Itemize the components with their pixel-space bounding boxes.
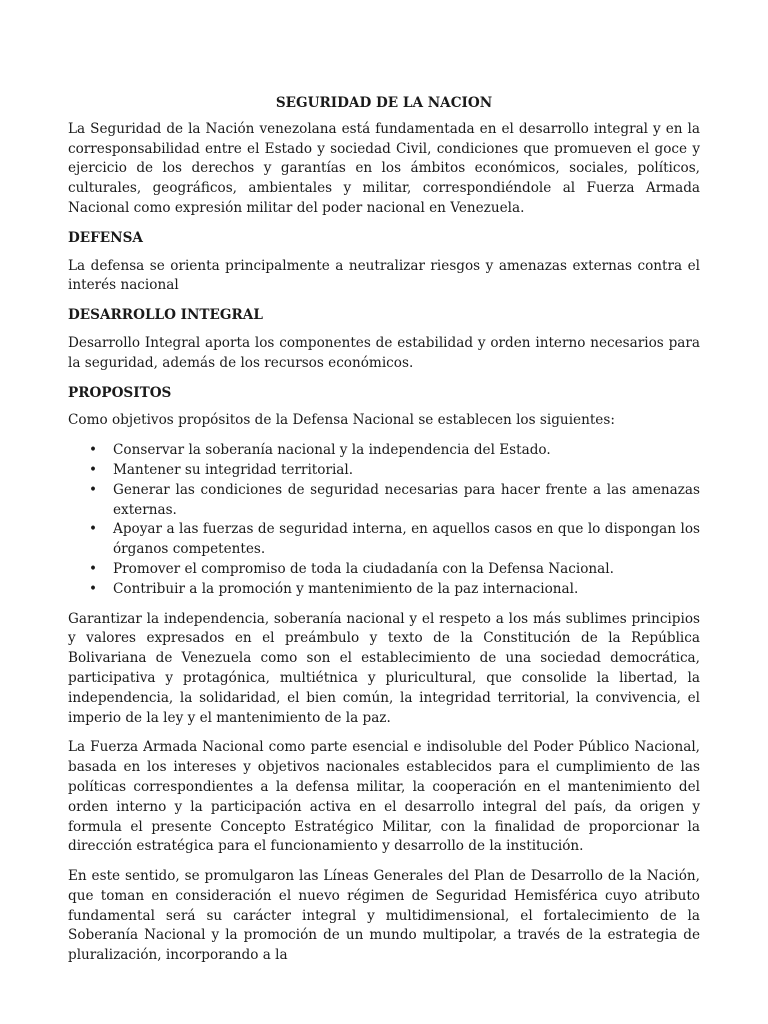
- body-paragraph: La Fuerza Armada Nacional como parte esencial e indisoluble del Poder Público Nacional, basada en los intereses y objetivos nacionales establecidos para el cumplimiento de las políticas correspondientes a la defensa militar, la cooperación en el mantenimiento del orden interno y la participación activa en el desarrollo integral del país, da origen y formula el presente Concepto Estratégico Militar, con la finalidad de proporcionar la dirección estratégica para el funcionamiento y desarrollo de la institución.: [68, 739, 700, 855]
- intro-paragraph: La Seguridad de la Nación venezolana está fundamentada en el desarrollo integral y en la corresponsabilidad entre el Estado y sociedad Civil, condiciones que promueven el goce y ejercicio de los derechos y garantías en los ámbitos económicos, sociales, políticos, culturales, geográficos, ambientales y militar, correspondiéndole al Fuerza Armada Nacional como expresión militar del poder nacional en Venezuela.: [68, 120, 700, 216]
- list-item-text: Apoyar a las fuerzas de seguridad interna, en aquellos casos en que lo dispongan los órganos competentes.: [113, 521, 700, 558]
- body-paragraph: En este sentido, se promulgaron las Líneas Generales del Plan de Desarrollo de la Nación, que toman en consideración el nuevo régimen de Seguridad Hemisférica cuyo atributo fundamental será su carácter integral y multidimensional, el fortalecimiento de la Soberanía Nacional y la promoción de un mundo multipolar, a través de la estrategia de pluralización, incorporando a la: [68, 868, 700, 964]
- list-item: [89, 461, 700, 481]
- list-item: [89, 481, 700, 521]
- bullet-icon: •: [89, 442, 98, 459]
- objectives-list: [68, 441, 700, 599]
- bullet-icon: •: [89, 580, 98, 597]
- section-heading-defensa: DEFENSA: [68, 229, 143, 246]
- bullet-icon: •: [89, 521, 98, 538]
- body-paragraph: Garantizar la independencia, soberanía nacional y el respeto a los más sublimes principios y valores expresados en el preámbulo y texto de la Constitución de la República Bolivariana de Venezuela como son el establecimiento de una sociedad democrática, participativa y protagónica, multiétnica y pluricultural, que consolide la libertad, la independencia, la solidaridad, el bien común, la integridad territorial, la convivencia, el imperio de la ley y el mantenimiento de la paz.: [68, 610, 700, 726]
- section-text-propositos: Como objetivos propósitos de la Defensa Nacional se establecen los siguientes:: [68, 412, 615, 429]
- list-item: [89, 560, 700, 580]
- bullet-icon: •: [89, 560, 98, 577]
- section-heading-desarrollo-integral: DESARROLLO INTEGRAL: [68, 307, 263, 324]
- section-heading-propositos: PROPOSITOS: [68, 384, 172, 401]
- document-title: SEGURIDAD DE LA NACION: [275, 95, 493, 111]
- list-item-text: Promover el compromiso de toda la ciudadanía con la Defensa Nacional.: [113, 560, 614, 577]
- bullet-icon: •: [89, 481, 98, 498]
- list-item: [89, 520, 700, 560]
- document-page: [68, 90, 700, 976]
- section-text-desarrollo-integral: Desarrollo Integral aporta los componentes de estabilidad y orden interno necesarios para la seguridad, además de los recursos económicos.: [68, 334, 700, 371]
- section-text-defensa: La defensa se orienta principalmente a neutralizar riesgos y amenazas externas contra el interés nacional: [68, 257, 700, 294]
- bullet-icon: •: [89, 461, 98, 478]
- list-item: [89, 441, 700, 461]
- list-item-text: Mantener su integridad territorial.: [113, 461, 354, 478]
- list-item-text: Conservar la soberanía nacional y la independencia del Estado.: [113, 442, 551, 459]
- list-item-text: Generar las condiciones de seguridad necesarias para hacer frente a las amenazas externas.: [113, 481, 700, 518]
- list-item: [89, 580, 700, 600]
- list-item-text: Contribuir a la promoción y mantenimiento de la paz internacional.: [113, 580, 579, 597]
